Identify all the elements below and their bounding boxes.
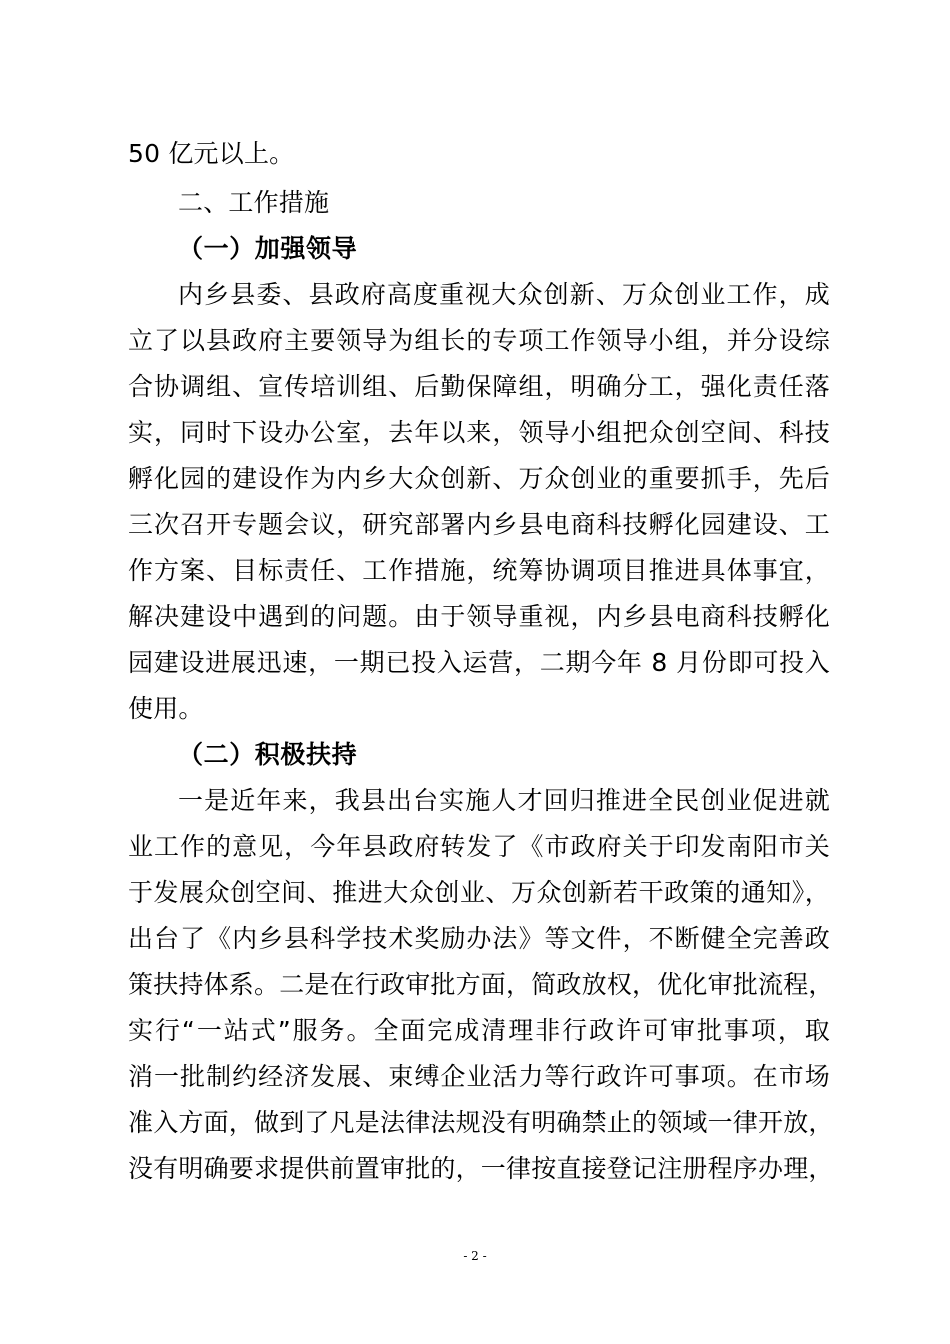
- body-text-line: 准入方面，做到了凡是法律法规没有明确禁止的领域一律开放，: [128, 1108, 834, 1137]
- body-text-line: 解决建设中遇到的问题。由于领导重视，内乡县电商科技孵化: [128, 602, 830, 631]
- section-heading: 二、工作措施: [178, 188, 330, 217]
- page-number: - 2 -: [463, 1249, 487, 1263]
- body-text-line: 作方案、目标责任、工作措施，统筹协调项目推进具体事宜，: [128, 556, 830, 585]
- body-text-line: 出台了《内乡县科学技术奖励办法》等文件，不断健全完善政: [128, 924, 830, 953]
- body-text-line: 立了以县政府主要领导为组长的专项工作领导小组，并分设综: [128, 326, 830, 355]
- body-text-line: 策扶持体系。二是在行政审批方面，简政放权，优化审批流程，: [128, 970, 834, 999]
- body-text-line: 三次召开专题会议，研究部署内乡县电商科技孵化园建设、工: [128, 510, 830, 539]
- paragraph-first-line: 内乡县委、县政府高度重视大众创新、万众创业工作，成: [178, 280, 830, 309]
- body-text-line: 50 亿元以上。: [128, 139, 295, 168]
- body-text-line: 没有明确要求提供前置审批的，一律按直接登记注册程序办理，: [128, 1154, 834, 1183]
- paragraph-first-line: 一是近年来，我县出台实施人才回归推进全民创业促进就: [178, 786, 830, 815]
- body-text-line: 园建设进展迅速，一期已投入运营，二期今年 8 月份即可投入: [128, 648, 830, 677]
- subsection-heading: （一）加强领导: [178, 234, 358, 263]
- body-text-line: 孵化园的建设作为内乡大众创新、万众创业的重要抓手，先后: [128, 464, 830, 493]
- body-text-line: 业工作的意见，今年县政府转发了《市政府关于印发南阳市关: [128, 832, 830, 861]
- body-text-line: 于发展众创空间、推进大众创业、万众创新若干政策的通知》，: [128, 878, 830, 907]
- subsection-heading: （二）积极扶持: [178, 740, 358, 769]
- body-text-line: 合协调组、宣传培训组、后勤保障组，明确分工，强化责任落: [128, 372, 830, 401]
- body-text-line: 实行“一站式”服务。全面完成清理非行政许可审批事项，取: [128, 1016, 830, 1045]
- body-text-line: 实，同时下设办公室，去年以来，领导小组把众创空间、科技: [128, 418, 830, 447]
- body-text-line: 使用。: [128, 694, 204, 723]
- body-text-line: 消一批制约经济发展、束缚企业活力等行政许可事项。在市场: [128, 1062, 830, 1091]
